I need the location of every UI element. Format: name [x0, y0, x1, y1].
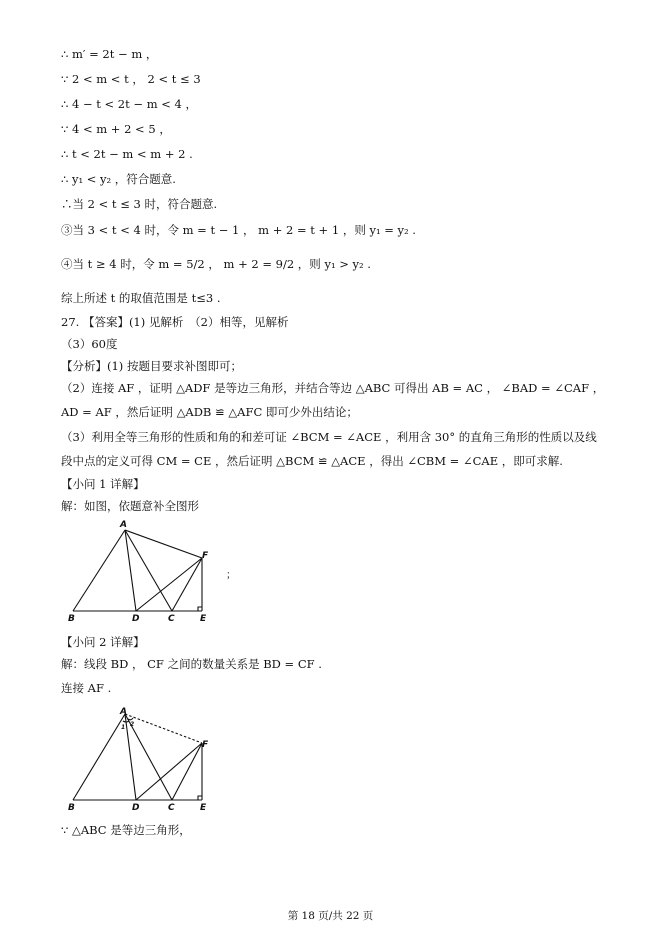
fig2-label-2: 2	[130, 721, 135, 728]
line-10: 综上所述 t 的取值范围是 t≤3 .	[61, 291, 221, 305]
fig2-label-d: D	[132, 803, 140, 813]
analysis-2-cont: AD = AF ，然后证明 △ADB ≌ △AFC 即可少外出结论；	[61, 405, 358, 419]
subquestion-2-heading: 【小问 2 详解】	[61, 635, 145, 649]
line-2: ∵ 2 < m < t ， 2 < t ≤ 3	[61, 72, 201, 86]
figure-1-triangle	[60, 518, 220, 628]
line-5: ∴ t < 2t − m < m + 2 .	[61, 147, 193, 161]
fig1-segment-ab	[73, 530, 125, 611]
line-4: ∵ 4 < m + 2 < 5 ，	[61, 122, 171, 136]
line-7: ∴当 2 < t ≤ 3 时，符合题意.	[61, 197, 218, 211]
page-footer: 第 18 页/共 22 页	[287, 910, 374, 922]
solution-2-equilateral: ∵ △ABC 是等边三角形，	[61, 823, 191, 837]
fig2-segment-cf	[172, 743, 202, 800]
fig1-label-a: A	[120, 520, 127, 530]
fig1-label-b: B	[68, 614, 75, 624]
line-9: ④当 t ≥ 4 时，令 m = 5/2 ， m + 2 = 9/2 ，则 y₁ > y₂ .	[61, 257, 371, 271]
line-8: ③当 3 < t < 4 时，令 m = t − 1 ， m + 2 = t + 1 ，则 y₁ = y₂ .	[61, 223, 416, 237]
analysis-1: 【分析】(1) 按题目要求补图即可；	[61, 359, 242, 373]
fig1-segment-ad	[125, 530, 136, 611]
fig2-label-c: C	[168, 803, 175, 813]
solution-2-connect: 连接 AF .	[61, 681, 112, 695]
analysis-3: （3）利用全等三角形的性质和角的和差可证 ∠BCM = ∠ACE ，利用含 30° 的直角三角形的性质以及线	[61, 430, 597, 444]
fig1-label-f: F	[202, 551, 209, 561]
figure-2-triangle	[60, 702, 220, 812]
line-6: ∴ y₁ < y₂ ，符合题意.	[61, 172, 176, 186]
fig2-dashed-af	[125, 714, 202, 743]
answer-27: 27. 【答案】(1) 见解析 （2）相等，见解析	[61, 315, 289, 329]
fig2-segment-ab	[73, 714, 125, 800]
fig2-label-1: 1	[121, 724, 126, 731]
fig1-segment-cf	[172, 558, 202, 611]
analysis-2: （2）连接 AF ，证明 △ADF 是等边三角形，并结合等边 △ABC 可得出 AB = AC ， ∠BAD = ∠CAF ，	[61, 381, 605, 395]
analysis-3-cont: 段中点的定义可得 CM = CE ，然后证明 △BCM ≌ △ACE ，得出 ∠CBM = ∠CAE ，即可求解.	[61, 454, 563, 468]
fig2-label-e: E	[200, 803, 207, 813]
answer-27-part3: （3）60度	[61, 337, 118, 351]
fig1-right-angle-mark	[198, 607, 202, 611]
fig1-segment-ac	[125, 530, 172, 611]
solution-1: 解：如图，依题意补全图形	[61, 499, 199, 513]
fig1-label-e: E	[200, 614, 207, 624]
fig2-label-b: B	[68, 803, 75, 813]
solution-2: 解：线段 BD ， CF 之间的数量关系是 BD = CF .	[61, 657, 322, 671]
fig1-trailing-semicolon: ；	[226, 570, 236, 581]
fig1-label-d: D	[132, 614, 140, 624]
fig2-label-a: A	[120, 707, 127, 717]
fig2-label-f: F	[202, 740, 209, 750]
fig2-right-angle-mark	[198, 796, 202, 800]
line-3: ∴ 4 − t < 2t − m < 4 ，	[61, 97, 198, 111]
line-1: ∴ m′ = 2t − m ，	[61, 47, 158, 61]
fig1-label-c: C	[168, 614, 175, 624]
fig2-angle-arc-2	[128, 718, 133, 720]
subquestion-1-heading: 【小问 1 详解】	[61, 477, 145, 491]
fig1-segment-af	[125, 530, 202, 558]
